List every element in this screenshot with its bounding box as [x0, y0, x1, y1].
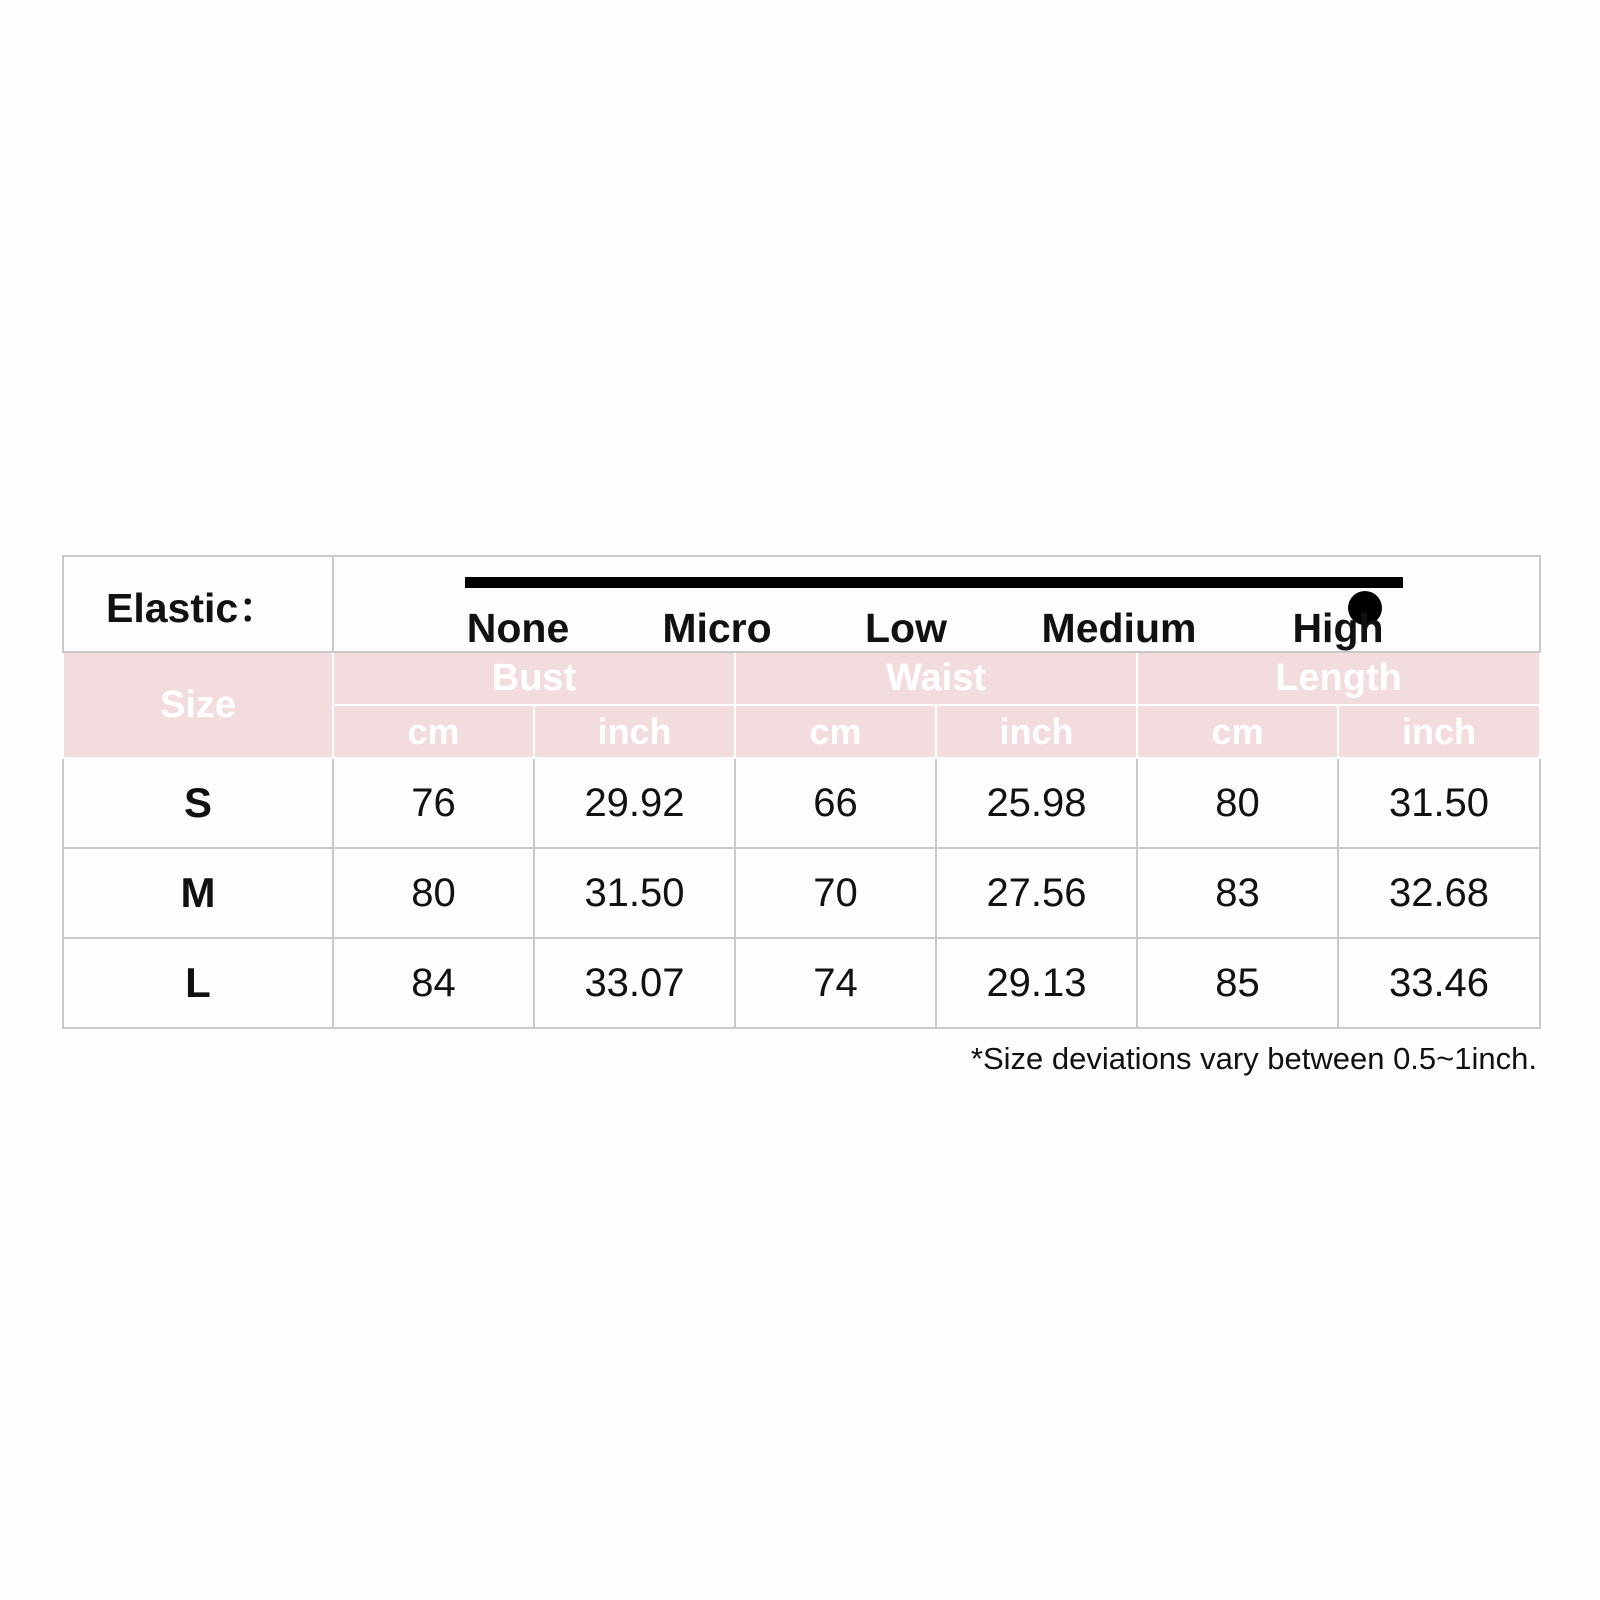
- table-cell: 85: [1137, 938, 1338, 1028]
- table-cell: 31.50: [534, 848, 735, 938]
- length-header: Length: [1137, 652, 1540, 705]
- unit-header: inch: [936, 705, 1137, 758]
- elastic-level-high: High: [1292, 605, 1384, 651]
- table-cell: 31.50: [1338, 758, 1540, 848]
- table-cell: 74: [735, 938, 936, 1028]
- unit-header: inch: [1338, 705, 1540, 758]
- elastic-label: Elastic：: [63, 556, 333, 652]
- table-cell: 25.98: [936, 758, 1137, 848]
- table-cell: 29.13: [936, 938, 1137, 1028]
- unit-header: inch: [534, 705, 735, 758]
- table-row: [63, 758, 1540, 848]
- table-cell: 76: [333, 758, 534, 848]
- table-cell: 80: [1137, 758, 1338, 848]
- elastic-level-micro: Micro: [662, 605, 772, 651]
- table-cell: 80: [333, 848, 534, 938]
- elastic-level-none: None: [466, 605, 570, 651]
- size-column-header: Size: [63, 652, 333, 758]
- table-row: [63, 848, 1540, 938]
- elastic-row: [63, 556, 1540, 652]
- bust-header: Bust: [333, 652, 735, 705]
- table-cell: 84: [333, 938, 534, 1028]
- size-deviation-note: *Size deviations vary between 0.5~1inch.: [970, 1041, 1537, 1076]
- size-chart-table: [62, 555, 1541, 1029]
- elastic-track: [465, 577, 1403, 588]
- table-cell: 33.07: [534, 938, 735, 1028]
- elastic-level-medium: Medium: [1041, 605, 1197, 651]
- waist-header: Waist: [735, 652, 1137, 705]
- table-cell: 33.46: [1338, 938, 1540, 1028]
- size-label: L: [63, 938, 333, 1028]
- table-row: [63, 938, 1540, 1028]
- elastic-level-low: Low: [865, 605, 947, 651]
- table-cell: 66: [735, 758, 936, 848]
- unit-header: cm: [333, 705, 534, 758]
- elastic-scale: [333, 556, 1540, 652]
- table-cell: 27.56: [936, 848, 1137, 938]
- table-cell: 70: [735, 848, 936, 938]
- table-cell: 83: [1137, 848, 1338, 938]
- unit-header: cm: [735, 705, 936, 758]
- table-cell: 32.68: [1338, 848, 1540, 938]
- size-label: S: [63, 758, 333, 848]
- size-label: M: [63, 848, 333, 938]
- unit-header: cm: [1137, 705, 1338, 758]
- header-group-row: [63, 652, 1540, 705]
- table-cell: 29.92: [534, 758, 735, 848]
